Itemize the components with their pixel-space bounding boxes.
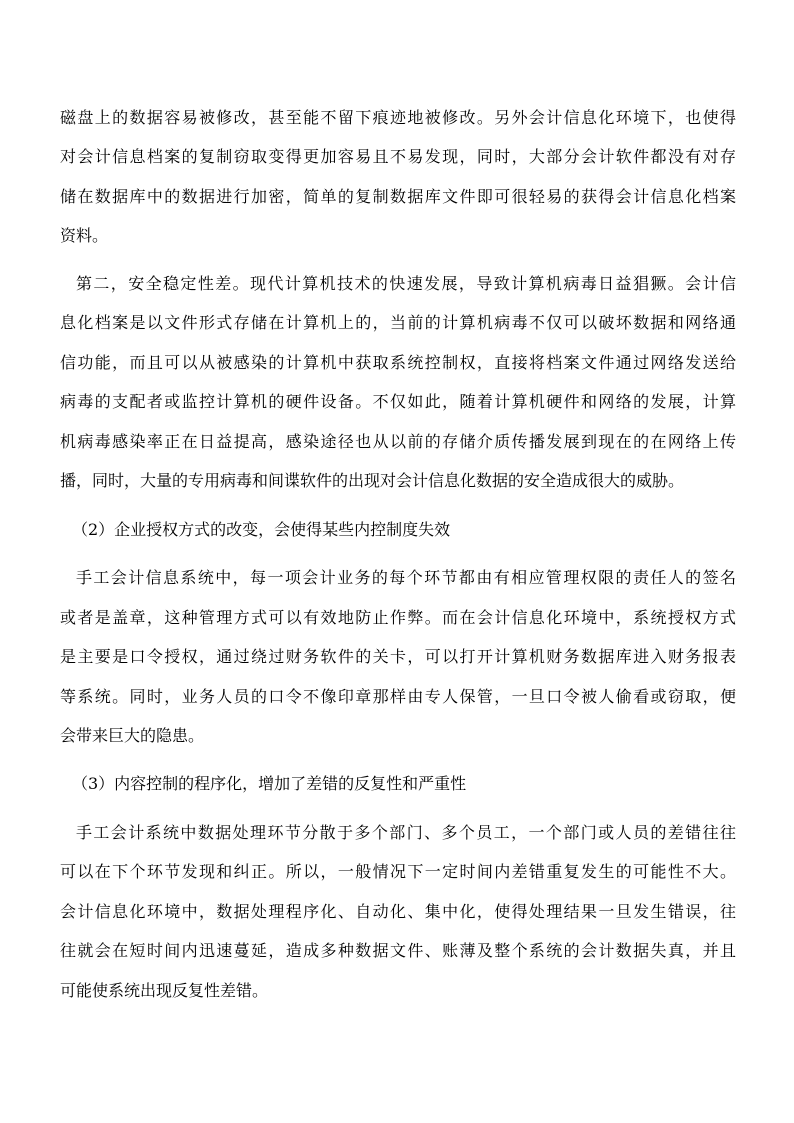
paragraph-line: 资料。 bbox=[60, 226, 109, 245]
paragraph-line: 息化档案是以文件形式存储在计算机上的，当前的计算机病毒不仅可以破坏数据和网络通 bbox=[60, 313, 736, 332]
paragraph-line: 手工会计信息系统中，每一项会计业务的每个环节都由有相应管理权限的责任人的签名 bbox=[76, 568, 736, 587]
paragraph-line: 播，同时，大量的专用病毒和间谍软件的出现对会计信息化数据的安全造成很大的威胁。 bbox=[60, 471, 685, 490]
paragraph-line: 对会计信息档案的复制窃取变得更加容易且不易发现，同时，大部分会计软件都没有对存 bbox=[60, 147, 736, 166]
paragraph-line: 会计信息化环境中，数据处理程序化、自动化、集中化，使得处理结果一旦发生错误，往 bbox=[60, 902, 736, 921]
paragraph-line: 是主要是口令授权，通过绕过财务软件的关卡，可以打开计算机财务数据库进入财务报表 bbox=[60, 647, 736, 666]
paragraph-line: 等系统。同时，业务人员的口令不像印章那样由专人保管，一旦口令被人偷看或窃取，便 bbox=[60, 687, 736, 706]
paragraph-line: 信功能，而且可以从被感染的计算机中获取系统控制权，直接将档案文件通过网络发送给 bbox=[60, 353, 736, 372]
section-heading: （3）内容控制的程序化，增加了差错的反复性和严重性 bbox=[72, 774, 467, 793]
paragraph-line: 手工会计系统中数据处理环节分散于多个部门、多个员工，一个部门或人员的差错往往 bbox=[76, 823, 736, 842]
paragraph-line: 第二，安全稳定性差。现代计算机技术的快速发展，导致计算机病毒日益猖獗。会计信 bbox=[76, 274, 736, 293]
paragraph-line: 病毒的支配者或监控计算机的硬件设备。不仅如此，随着计算机硬件和网络的发展，计算 bbox=[60, 392, 736, 411]
paragraph-line: 往就会在短时间内迅速蔓延，造成多种数据文件、账薄及整个系统的会计数据失真，并且 bbox=[60, 941, 736, 960]
paragraph-line: 会带来巨大的隐患。 bbox=[60, 726, 205, 745]
paragraph-line: 或者是盖章，这种管理方式可以有效地防止作弊。而在会计信息化环境中，系统授权方式 bbox=[60, 608, 736, 627]
section-heading: （2）企业授权方式的改变，会使得某些内控制度失效 bbox=[72, 520, 451, 539]
paragraph-line: 可能使系统出现反复性差错。 bbox=[60, 981, 269, 1000]
paragraph-line: 储在数据库中的数据进行加密，简单的复制数据库文件即可很轻易的获得会计信息化档案 bbox=[60, 187, 736, 206]
paragraph-line: 机病毒感染率正在日益提高，感染途径也从以前的存储介质传播发展到现在的在网络上传 bbox=[60, 432, 736, 451]
paragraph-line: 磁盘上的数据容易被修改，甚至能不留下痕迹地被修改。另外会计信息化环境下，也使得 bbox=[60, 108, 736, 127]
paragraph-line: 可以在下个环节发现和纠正。所以，一般情况下一定时间内差错重复发生的可能性不大。 bbox=[60, 862, 736, 881]
